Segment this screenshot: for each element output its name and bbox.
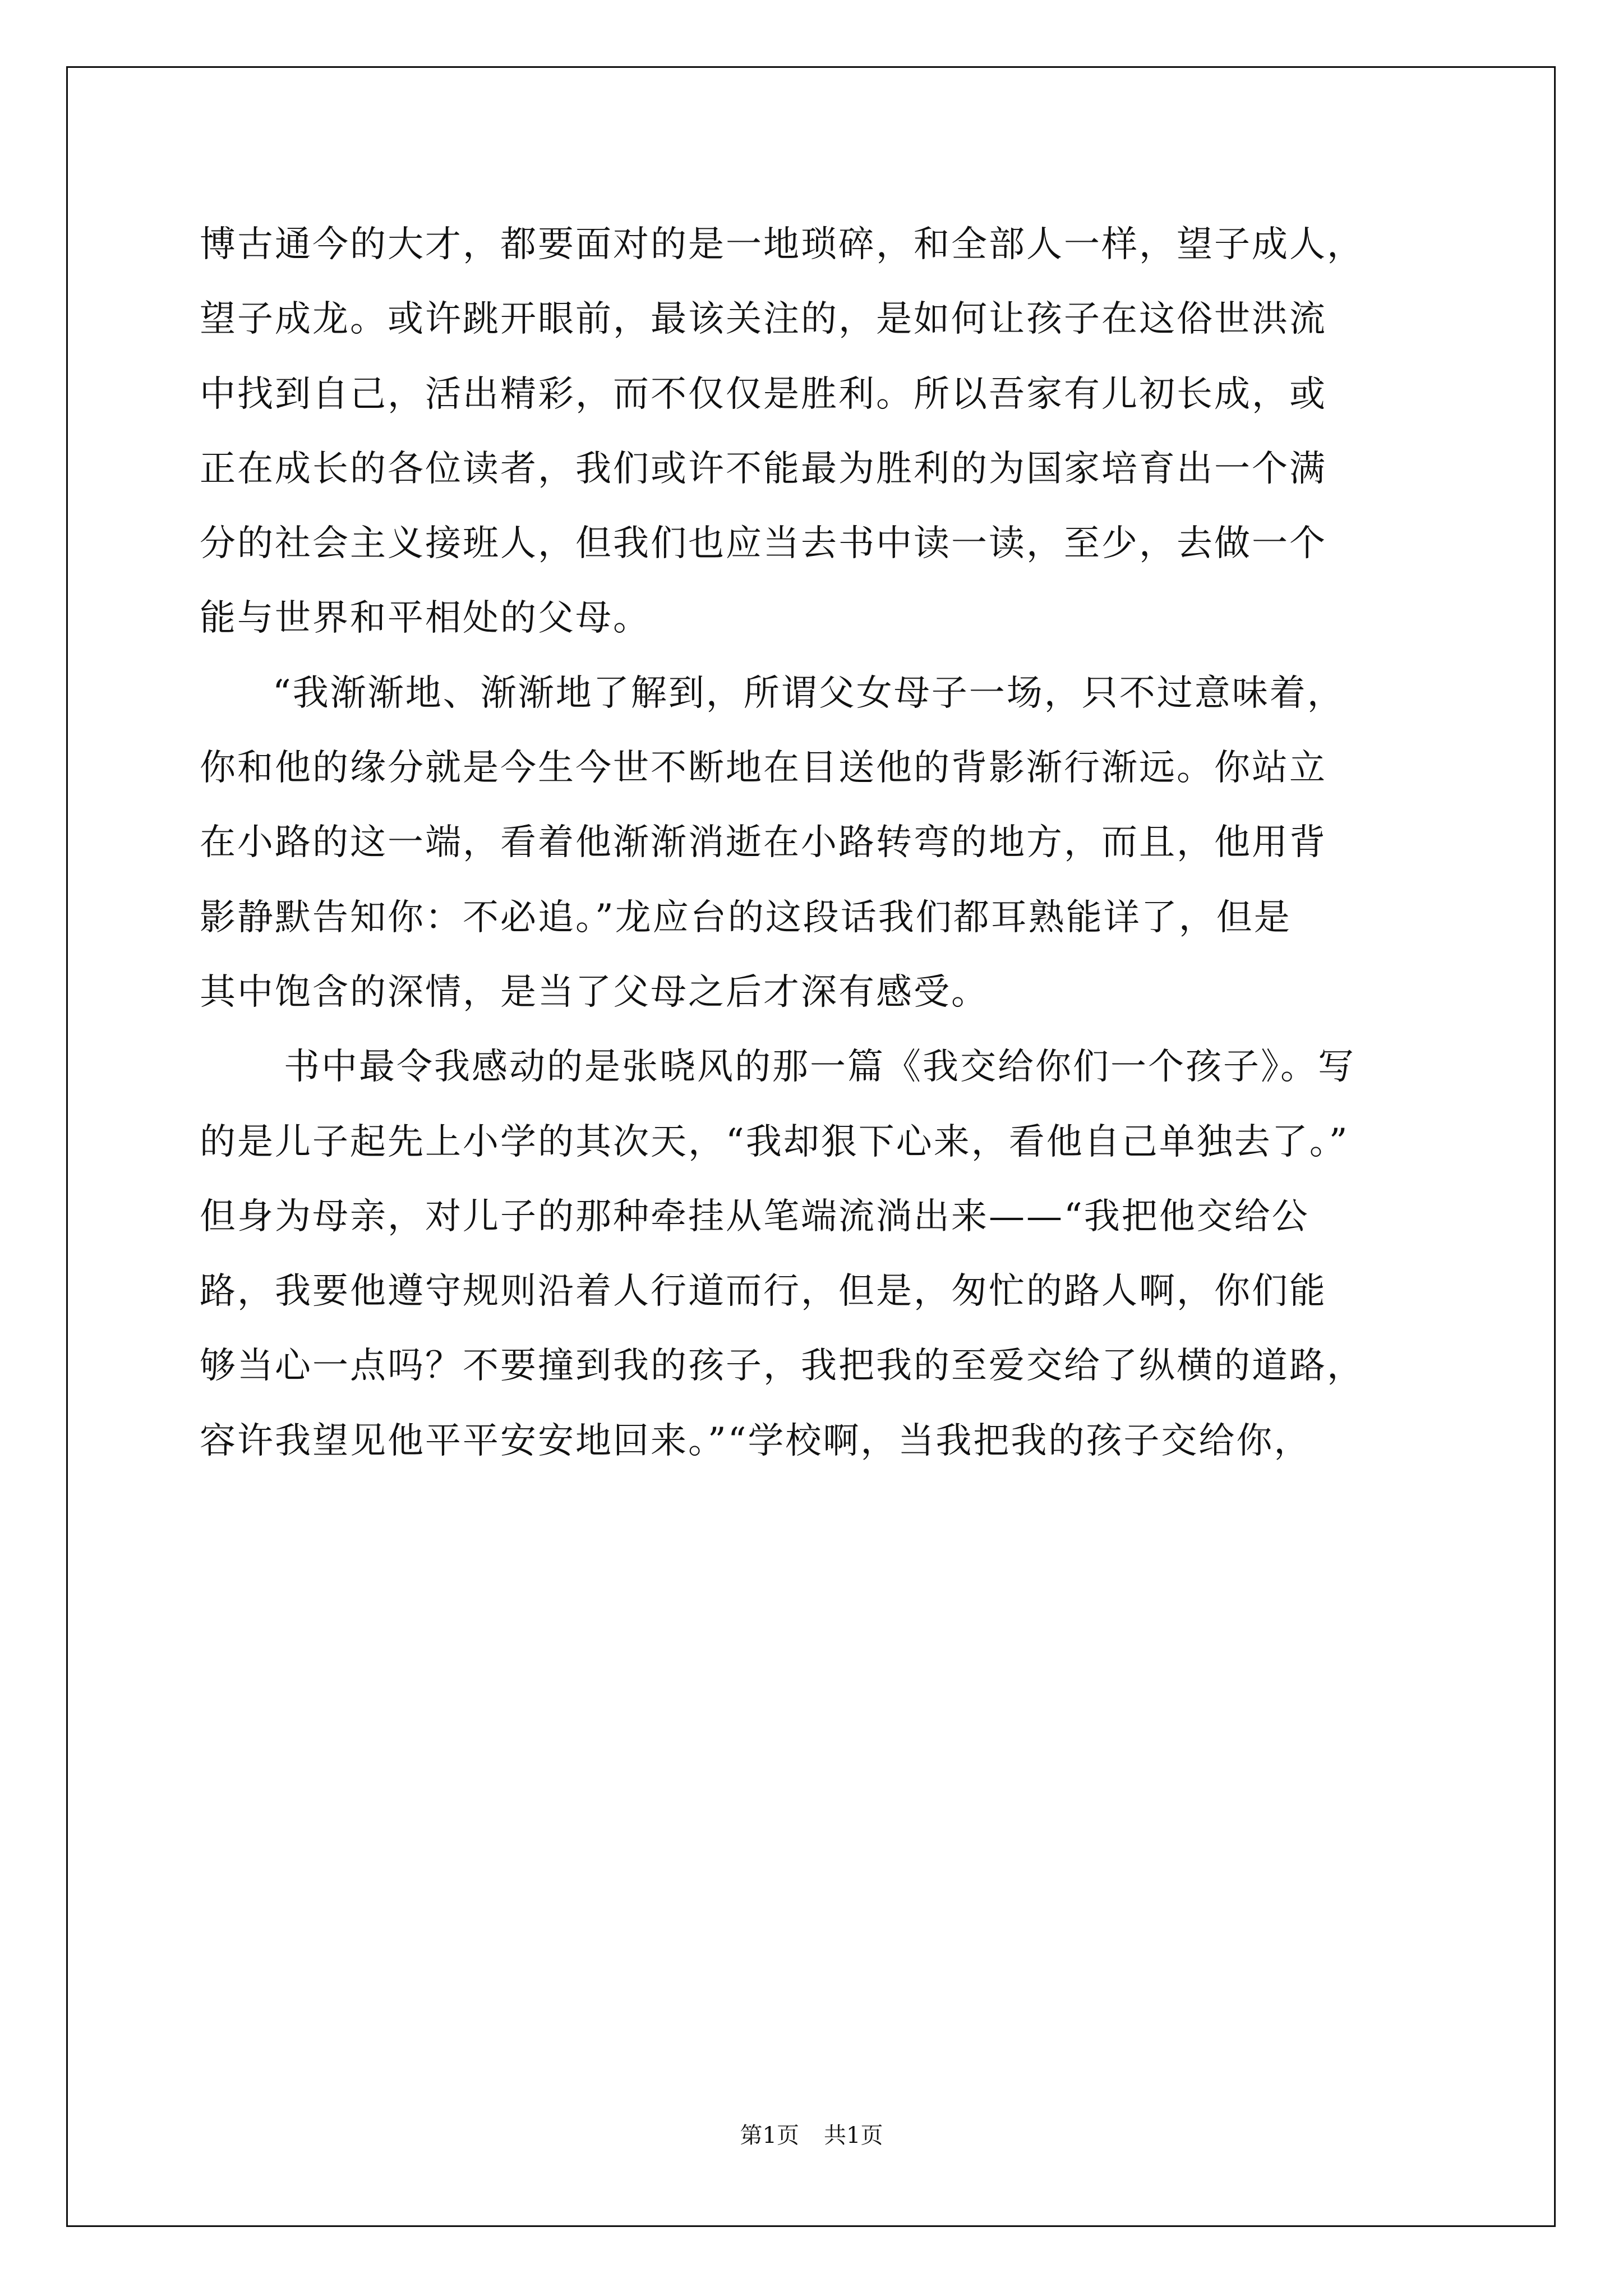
text-line: 正在成长的各位读者，我们或许不能最为胜利的为国家培育出一个满 <box>200 448 1327 490</box>
text-line: 分的社会主义接班人，但我们也应当去书中读一读，至少，去做一个 <box>200 523 1327 565</box>
text-line: 望子成龙。或许跳开眼前，最该关注的，是如何让孩子在这俗世洪流 <box>200 298 1327 341</box>
page-total: 共1页 <box>824 2123 883 2148</box>
text-line: 容许我望见他平平安安地回来。”“学校啊，当我把我的孩子交给你， <box>200 1420 1312 1462</box>
paragraph-start-line: 书中最令我感动的是张晓风的那一篇《我交给你们一个孩子》。写 <box>284 1046 1355 1088</box>
text-line: 其中饱含的深情，是当了父母之后才深有感受。 <box>200 971 989 1013</box>
text-line: 影静默告知你：不必追。”龙应台的这段话我们都耳熟能详了，但是 <box>200 896 1292 938</box>
paragraph-start-line: “我渐渐地、渐渐地了解到，所谓父女母子一场，只不过意味着， <box>273 672 1345 714</box>
text-line: 在小路的这一端，看着他渐渐消逝在小路转弯的地方，而且，他用背 <box>200 822 1327 864</box>
text-line: 你和他的缘分就是今生今世不断地在目送他的背影渐行渐远。你站立 <box>200 747 1327 789</box>
document-body <box>200 208 1433 1479</box>
text-line: 路，我要他遵守规则沿着人行道而行，但是，匆忙的路人啊，你们能 <box>200 1271 1327 1313</box>
text-line: 博古通今的大才，都要面对的是一地琐碎，和全部人一样，望子成人， <box>200 224 1364 265</box>
page-number: 第1页 <box>740 2123 799 2148</box>
page-footer <box>0 2118 1623 2150</box>
text-line: 的是儿子起先上小学的其次天，“我却狠下心来，看他自己单独去了。” <box>200 1121 1349 1163</box>
text-line: 够当心一点吗？不要撞到我的孩子，我把我的至爱交给了纵横的道路， <box>200 1345 1364 1387</box>
text-line: 但身为母亲，对儿子的那种牵挂从笔端流淌出来——“我把他交给公 <box>200 1195 1310 1237</box>
text-line: 能与世界和平相处的父母。 <box>200 597 651 639</box>
text-line: 中找到自己，活出精彩，而不仅仅是胜利。所以吾家有儿初长成，或 <box>200 373 1327 415</box>
